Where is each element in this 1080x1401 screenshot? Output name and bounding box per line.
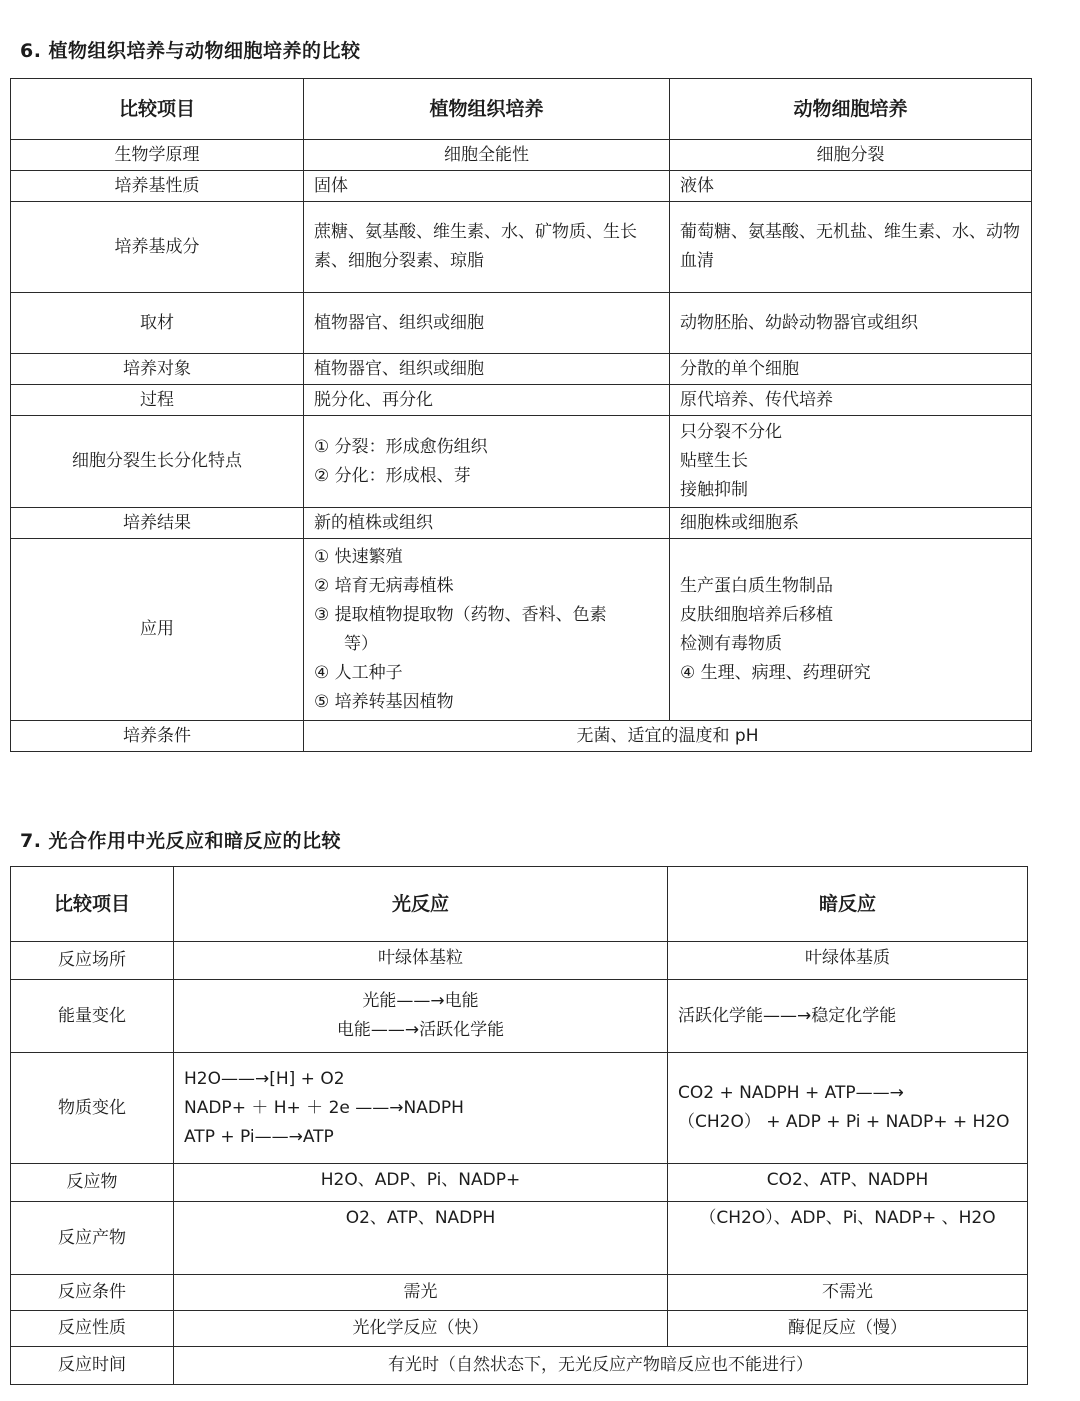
cell-dark-products: （CH2O）、ADP、Pi、NADP+ 、H2O — [668, 1202, 1028, 1275]
cell-light-site: 叶绿体基粒 — [174, 942, 668, 980]
header-light-reaction: 光反应 — [174, 867, 668, 942]
cell-dark-site: 叶绿体基质 — [668, 942, 1028, 980]
cell-light-products: O2、ATP、NADPH — [174, 1202, 668, 1275]
list-item: ③ 提取植物提取物（药物、香料、色素 — [314, 604, 607, 625]
row-label-nature: 反应性质 — [11, 1311, 174, 1347]
cell-shared-conditions: 无菌、适宜的温度和 pH — [304, 721, 1032, 752]
table-row — [11, 1164, 1028, 1202]
cell-dark-matter — [668, 1053, 1028, 1164]
row-label-reactants: 反应物 — [11, 1164, 174, 1202]
table-row — [11, 293, 1032, 354]
table-header-row — [11, 79, 1032, 140]
light-vs-dark-reaction-table — [10, 866, 1028, 1385]
list-item: ⑤ 培养转基因植物 — [314, 691, 454, 712]
equation-line: H2O——→[H] + O2 — [184, 1068, 345, 1089]
table-row — [11, 171, 1032, 202]
cell-dark-reactants: CO2、ATP、NADPH — [668, 1164, 1028, 1202]
row-label-principle: 生物学原理 — [11, 140, 304, 171]
table-row — [11, 1053, 1028, 1164]
cell-dark-energy: 活跃化学能——→稳定化学能 — [668, 980, 1028, 1053]
energy-line: 光能——→电能 — [362, 991, 479, 1011]
header-compare-item: 比较项目 — [11, 867, 174, 942]
row-label-process: 过程 — [11, 385, 304, 416]
list-item: 贴壁生长 — [680, 451, 748, 471]
equation-line: NADP+ ＋ H+ ＋ 2e ——→NADPH — [184, 1097, 464, 1118]
table-row — [11, 416, 1032, 508]
cell-plant-application — [304, 539, 670, 721]
cell-light-reactants: H2O、ADP、Pi、NADP+ — [174, 1164, 668, 1202]
cell-plant-features — [304, 416, 670, 508]
cell-animal-features — [670, 416, 1032, 508]
cell-shared-time: 有光时（自然状态下，无光反应产物暗反应也不能进行） — [174, 1347, 1028, 1385]
table-row — [11, 942, 1028, 980]
table-row — [11, 354, 1032, 385]
table-row — [11, 508, 1032, 539]
equation-line: ATP + Pi——→ATP — [184, 1126, 334, 1147]
list-item: 检测有毒物质 — [680, 633, 782, 654]
list-item: ① 快速繁殖 — [314, 546, 403, 567]
cell-dark-conditions: 不需光 — [668, 1275, 1028, 1311]
cell-plant-medium-nature: 固体 — [304, 171, 670, 202]
list-item: ④ 人工种子 — [314, 662, 403, 683]
table-header-row — [11, 867, 1028, 942]
list-item: 等） — [344, 633, 378, 654]
row-label-object: 培养对象 — [11, 354, 304, 385]
section-7-title: 7. 光合作用中光反应和暗反应的比较 — [20, 830, 342, 852]
equation-line: （CH2O） + ADP + Pi + NADP+ + H2O — [678, 1112, 1010, 1132]
row-label-medium-nature: 培养基性质 — [11, 171, 304, 202]
list-item: ② 培育无病毒植株 — [314, 575, 454, 596]
cell-animal-process: 原代培养、传代培养 — [670, 385, 1032, 416]
table-row — [11, 140, 1032, 171]
header-dark-reaction: 暗反应 — [668, 867, 1028, 942]
list-item: 接触抑制 — [680, 480, 748, 500]
cell-dark-nature: 酶促反应（慢） — [668, 1311, 1028, 1347]
row-label-features: 细胞分裂生长分化特点 — [11, 416, 304, 508]
cell-plant-principle: 细胞全能性 — [304, 140, 670, 171]
table-row — [11, 1311, 1028, 1347]
row-label-site: 反应场所 — [11, 942, 174, 980]
cell-animal-material: 动物胚胎、幼龄动物器官或组织 — [670, 293, 1032, 354]
row-label-conditions: 培养条件 — [11, 721, 304, 752]
table-row — [11, 385, 1032, 416]
energy-line: 电能——→活跃化学能 — [336, 1020, 505, 1040]
row-label-reaction-conditions: 反应条件 — [11, 1275, 174, 1311]
header-animal-cell-culture: 动物细胞培养 — [670, 79, 1032, 140]
cell-animal-medium-nature: 液体 — [670, 171, 1032, 202]
plant-medium-components-text: 蔗糖、氨基酸、维生素、水、矿物质、生长素、细胞分裂素、琼脂 — [314, 222, 637, 271]
table-row — [11, 980, 1028, 1053]
cell-light-nature: 光化学反应（快） — [174, 1311, 668, 1347]
table-row — [11, 1275, 1028, 1311]
cell-light-matter — [174, 1053, 668, 1164]
row-label-time: 反应时间 — [11, 1347, 174, 1385]
equation-line: CO2 + NADPH + ATP——→ — [678, 1083, 904, 1103]
row-label-energy: 能量变化 — [11, 980, 174, 1053]
list-item: 只分裂不分化 — [680, 422, 782, 442]
cell-plant-material: 植物器官、组织或细胞 — [304, 293, 670, 354]
cell-animal-object: 分散的单个细胞 — [670, 354, 1032, 385]
list-item: 皮肤细胞培养后移植 — [680, 604, 833, 625]
table-row — [11, 721, 1032, 752]
list-item: ① 分裂：形成愈伤组织 — [314, 436, 488, 457]
list-item: 生产蛋白质生物制品 — [680, 575, 833, 596]
header-compare-item: 比较项目 — [11, 79, 304, 140]
row-label-matter: 物质变化 — [11, 1053, 174, 1164]
cell-plant-object: 植物器官、组织或细胞 — [304, 354, 670, 385]
cell-animal-result: 细胞株或细胞系 — [670, 508, 1032, 539]
cell-light-energy — [174, 980, 668, 1053]
cell-plant-process: 脱分化、再分化 — [304, 385, 670, 416]
cell-animal-application — [670, 539, 1032, 721]
animal-medium-components-text: 葡萄糖、氨基酸、无机盐、维生素、水、动物血清 — [680, 222, 1020, 271]
header-plant-tissue-culture: 植物组织培养 — [304, 79, 670, 140]
list-item: ④ 生理、病理、药理研究 — [680, 662, 871, 683]
table-row — [11, 539, 1032, 721]
table-row — [11, 1202, 1028, 1275]
row-label-medium-components: 培养基成分 — [11, 202, 304, 293]
row-label-result: 培养结果 — [11, 508, 304, 539]
table-row — [11, 1347, 1028, 1385]
cell-animal-medium-components — [670, 202, 1032, 293]
cell-plant-result: 新的植株或组织 — [304, 508, 670, 539]
row-label-material: 取材 — [11, 293, 304, 354]
row-label-products: 反应产物 — [11, 1202, 174, 1275]
cell-plant-medium-components — [304, 202, 670, 293]
row-label-application: 应用 — [11, 539, 304, 721]
list-item: ② 分化：形成根、芽 — [314, 465, 471, 486]
plant-vs-animal-culture-table — [10, 78, 1032, 752]
cell-light-conditions: 需光 — [174, 1275, 668, 1311]
section-6-title: 6. 植物组织培养与动物细胞培养的比较 — [20, 40, 361, 62]
cell-animal-principle: 细胞分裂 — [670, 140, 1032, 171]
table-row — [11, 202, 1032, 293]
